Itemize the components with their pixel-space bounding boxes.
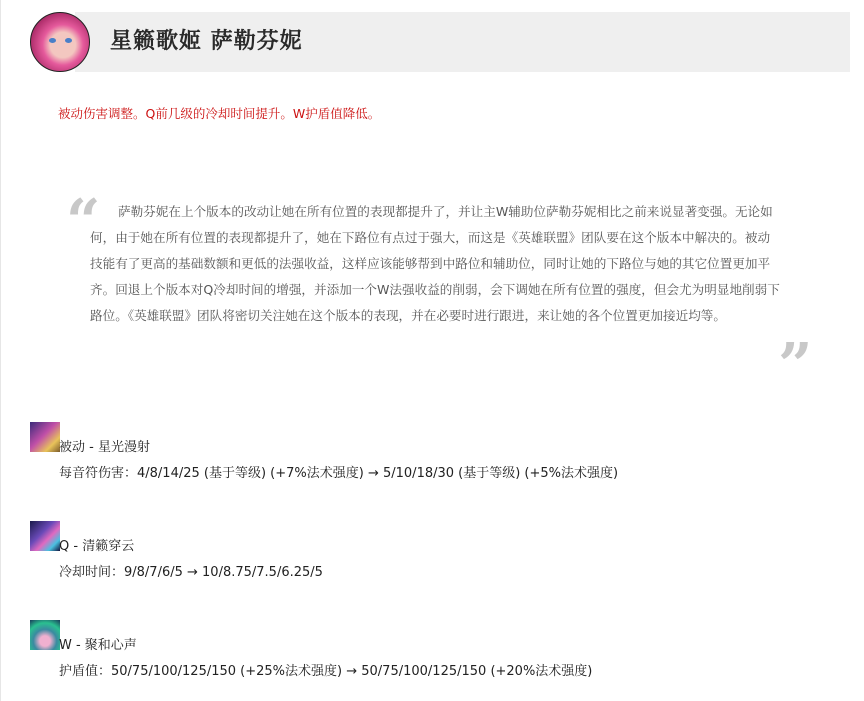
- w-skill-icon: [30, 620, 60, 650]
- change-summary: 被动伤害调整。Q前几级的冷却时间提升。W护盾值降低。: [58, 106, 381, 121]
- open-quote-icon: “: [66, 187, 101, 257]
- q-skill-icon: [30, 521, 60, 551]
- avatar-eye: [65, 38, 72, 43]
- designer-quote: 萨勒芬妮在上个版本的改动让她在所有位置的表现都提升了，并让主W辅助位萨勒芬妮相比之前来说显著变强。无论如何，由于她在所有位置的表现都提升了，她在下路位有点过于强大，而这是《英雄联盟》团队要在这个版本中解决的。被动技能有了更高的基础数额和更低的法强收益，这样应该能够帮到中路位和辅助位，同时让她的下路位与她的其它位置更加平齐。回退上个版本对Q冷却时间的增强，并添加一个W法强收益的削弱，会下调她在所有位置的强度，但会尤为明显地削弱下路位。《英雄联盟》团队将密切关注她在这个版本的表现，并在必要时进行跟进，来让她的各个位置更加接近均等。: [90, 204, 780, 323]
- skill-name: W - 聚和心声: [59, 638, 137, 653]
- skill-name: 被动 - 星光漫射: [59, 440, 150, 455]
- skill-change: 冷却时间：9/8/7/6/5 → 10/8.75/7.5/6.25/5: [59, 565, 323, 580]
- skill-change: 护盾值：50/75/100/125/150 (+25%法术强度) → 50/75/100/125/150 (+20%法术强度): [59, 664, 593, 679]
- passive-skill-icon: [30, 422, 60, 452]
- skill-change: 每音符伤害：4/8/14/25 (基于等级) (+7%法术强度) → 5/10/18/30 (基于等级) (+5%法术强度): [59, 466, 619, 481]
- champion-avatar: [30, 12, 90, 72]
- page-edge: [0, 0, 1, 701]
- skill-name: Q - 清籁穿云: [59, 539, 135, 554]
- avatar-eye: [49, 38, 56, 43]
- champion-title: 星籁歌姬 萨勒芬妮: [110, 29, 303, 54]
- close-quote-icon: ”: [778, 331, 813, 401]
